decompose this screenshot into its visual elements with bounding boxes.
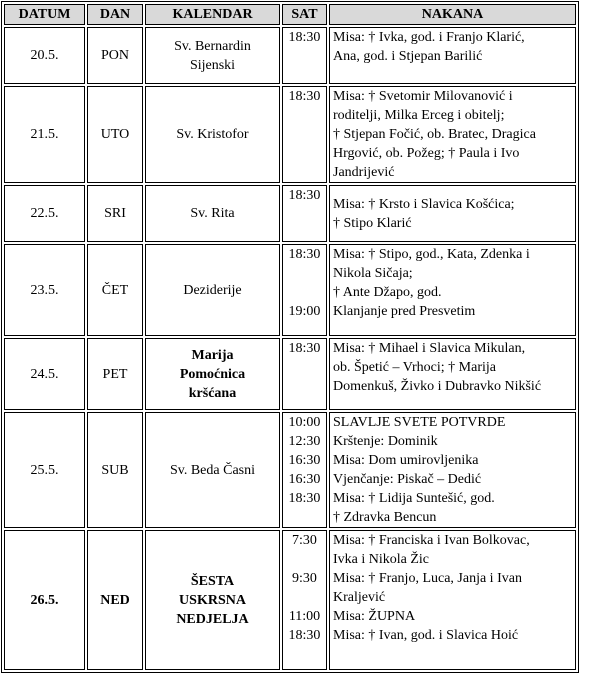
time: 18:30 [288, 247, 321, 262]
nakana-cell [329, 530, 576, 670]
kalendar-line: Pomoćnica [179, 366, 246, 382]
time: 18:30 [288, 30, 321, 45]
table-row [4, 27, 576, 84]
kalendar-line: kršćana [188, 385, 237, 401]
kalendar-line: ŠESTA [190, 573, 235, 589]
kalendar-line: Sv. Kristofor [176, 127, 249, 142]
sat-cell [282, 412, 327, 528]
time: 16:30 [288, 472, 321, 487]
header-datum: DATUM [4, 4, 85, 25]
nakana-line: † Zdravka Bencun [333, 510, 437, 525]
nakana-line: Hrgović, ob. Požeg; † Paula i Ivo [333, 146, 520, 161]
header-row [4, 4, 576, 25]
time: 10:00 [288, 415, 321, 430]
kalendar-line: Sv. Beda Časni [169, 462, 256, 478]
sat-cell [282, 86, 327, 183]
kalendar-line: USKRSNA [179, 592, 246, 608]
datum-cell: 21.5. [4, 86, 85, 183]
kalendar-cell [145, 86, 280, 183]
kalendar-line: NEDJELJA [176, 611, 249, 627]
dan-cell: ČET [87, 244, 143, 336]
time-spacer [283, 588, 326, 607]
sat-cell [282, 244, 327, 336]
header-nakana: NAKANA [329, 4, 576, 25]
nakana-line: Misa: † Ivka, god. i Franjo Klarić, [333, 30, 525, 45]
nakana-cell [329, 86, 576, 183]
nakana-line: Misa: ŽUPNA [333, 609, 416, 624]
time: 18:30 [288, 491, 321, 506]
nakana-line: Jandrijević [333, 165, 395, 180]
datum-cell: 23.5. [4, 244, 85, 336]
time-spacer [283, 283, 326, 302]
header-sat: SAT [282, 4, 327, 25]
datum-cell: 20.5. [4, 27, 85, 84]
nakana-line: † Ante Džapo, god. [333, 285, 442, 300]
nakana-line: SLAVLJE SVETE POTVRDE [333, 415, 506, 430]
nakana-line: † Stjepan Fočić, ob. Bratec, Dragica [333, 127, 536, 142]
nakana-line: Misa: † Svetomir Milovanović i [333, 89, 513, 104]
nakana-cell [329, 185, 576, 242]
kalendar-cell [145, 412, 280, 528]
time: 18:30 [288, 89, 321, 104]
table-row [4, 244, 576, 336]
nakana-line: ob. Špetić – Vrhoci; † Marija [333, 360, 496, 375]
time: 18:30 [288, 341, 321, 356]
nakana-line: Ana, god. i Stjepan Barilić [333, 49, 483, 64]
nakana-line: roditelji, Milka Erceg i obitelj; [333, 108, 505, 123]
nakana-line: Misa: † Krsto i Slavica Košćica; [333, 197, 515, 212]
time: 18:30 [288, 628, 321, 643]
schedule-table [1, 1, 579, 673]
kalendar-cell [145, 244, 280, 336]
table-row [4, 338, 576, 410]
kalendar-cell [145, 338, 280, 410]
nakana-line: Misa: † Franciska i Ivan Bolkovac, [333, 533, 530, 548]
nakana-line: Misa: † Franjo, Luca, Janja i Ivan [333, 571, 522, 586]
dan-cell: SUB [87, 412, 143, 528]
datum-cell: 24.5. [4, 338, 85, 410]
dan-cell: NED [87, 530, 143, 670]
kalendar-line: Sv. Rita [190, 206, 235, 221]
dan-cell: SRI [87, 185, 143, 242]
kalendar-line: Marija [191, 347, 234, 363]
nakana-line: Nikola Sičaja; [333, 266, 413, 281]
nakana-line: Kraljević [333, 590, 386, 605]
kalendar-line: Sv. Bernardin [174, 38, 251, 54]
header-kalendar: KALENDAR [145, 4, 280, 25]
time: 11:00 [288, 609, 321, 624]
time-spacer [283, 550, 326, 569]
time-spacer [283, 264, 326, 283]
sat-cell [282, 185, 327, 242]
kalendar-line: Sijenski [189, 57, 236, 73]
nakana-line: Misa: † Ivan, god. i Slavica Hoić [333, 628, 519, 643]
datum-cell: 22.5. [4, 185, 85, 242]
kalendar-cell [145, 27, 280, 84]
time: 7:30 [292, 533, 317, 548]
nakana-cell [329, 244, 576, 336]
nakana-cell [329, 338, 576, 410]
table-row [4, 86, 576, 183]
datum-cell: 25.5. [4, 412, 85, 528]
header-dan: DAN [87, 4, 143, 25]
nakana-line: Klanjanje pred Presvetim [333, 304, 476, 319]
dan-cell: UTO [87, 86, 143, 183]
dan-cell: PET [87, 338, 143, 410]
nakana-line: Misa: † Stipo, god., Kata, Zdenka i [333, 247, 530, 262]
nakana-line: Misa: † Lidija Suntešić, god. [333, 491, 495, 506]
nakana-line: Misa: † Mihael i Slavica Mikulan, [333, 341, 526, 356]
nakana-line: Misa: Dom umirovljenika [333, 453, 479, 468]
table-row [4, 412, 576, 528]
nakana-cell [329, 27, 576, 84]
time: 9:30 [292, 571, 317, 586]
time: 12:30 [288, 434, 321, 449]
nakana-line: † Stipo Klarić [333, 216, 412, 231]
sat-cell [282, 530, 327, 670]
nakana-line: Krštenje: Dominik [333, 434, 438, 449]
table-row [4, 185, 576, 242]
time: 19:00 [288, 304, 321, 319]
kalendar-cell [145, 530, 280, 670]
nakana-cell [329, 412, 576, 528]
kalendar-cell [145, 185, 280, 242]
sat-cell [282, 27, 327, 84]
datum-cell: 26.5. [4, 530, 85, 670]
time: 16:30 [288, 453, 321, 468]
schedule-body [4, 27, 576, 670]
sat-cell [282, 338, 327, 410]
nakana-line: Ivka i Nikola Žic [333, 552, 430, 567]
nakana-line: Domenkuš, Živko i Dubravko Nikšić [333, 379, 542, 394]
table-row [4, 530, 576, 670]
nakana-line: Vjenčanje: Piskač – Dedić [333, 472, 482, 487]
dan-cell: PON [87, 27, 143, 84]
time: 18:30 [288, 188, 321, 203]
kalendar-line: Deziderije [183, 282, 242, 298]
